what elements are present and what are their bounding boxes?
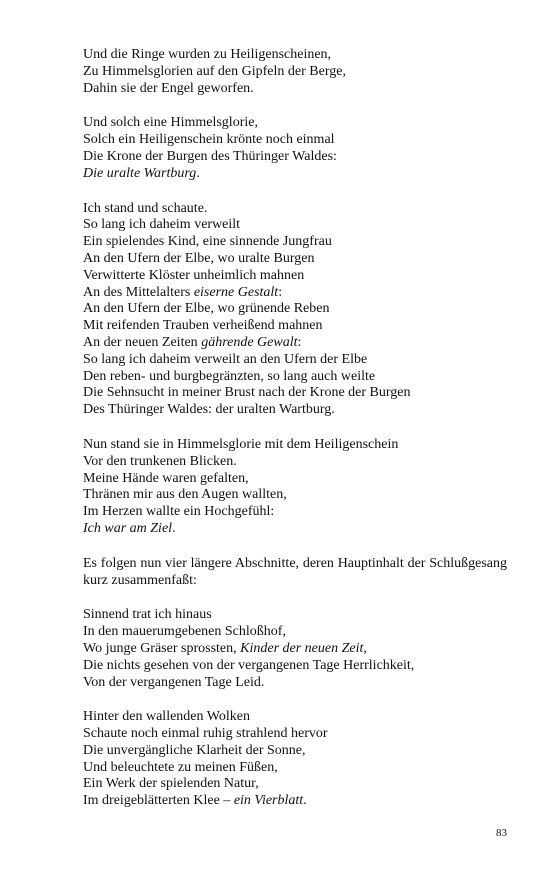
verse-line (83, 268, 507, 285)
text-segment: Ein Werk der spielenden Natur, (83, 776, 259, 792)
stanza (83, 437, 507, 538)
verse-line (83, 166, 507, 183)
text-segment: Und die Ringe wurden zu Heiligenscheinen, (83, 47, 332, 62)
text-segment: , (363, 640, 367, 656)
text-segment: Im Herzen wallte ein Hochgefühl: (83, 504, 275, 520)
verse-line (83, 301, 507, 318)
verse-line (83, 658, 507, 675)
verse-line (83, 607, 507, 624)
verse-line (83, 487, 507, 504)
text-segment: Dahin sie der Engel geworfen. (83, 80, 254, 96)
text-segment: Ich stand und schaute. (83, 200, 208, 216)
text-segment: An den Ufern der Elbe, wo grünende Reben (83, 301, 330, 317)
verse-line (83, 251, 507, 268)
verse-line (83, 793, 507, 810)
verse-line (83, 776, 507, 793)
verse-line (83, 149, 507, 166)
verse-line (83, 335, 507, 352)
verse-line (83, 132, 507, 149)
text-segment: Die unvergängliche Klarheit der Sonne, (83, 742, 306, 758)
verse-line (83, 369, 507, 386)
italic-text: Die uralte Wartburg (83, 165, 197, 181)
text-segment: Vor den trunkenen Blicken. (83, 453, 237, 469)
poem-stanzas-after (83, 607, 507, 810)
verse-line (83, 641, 507, 658)
verse-line (83, 81, 507, 98)
text-segment: : (278, 284, 283, 300)
verse-line (83, 471, 507, 488)
verse-line (83, 760, 507, 777)
text-segment: . (303, 793, 307, 809)
text-segment: Solch ein Heiligenschein krönte noch einmal (83, 132, 335, 148)
text-segment: So lang ich daheim verweilt (83, 217, 241, 233)
text-segment: An der neuen Zeiten (83, 334, 202, 350)
text-segment: Wo junge Gräser sprossten, (83, 640, 241, 656)
text-segment: Verwitterte Klöster unheimlich mahnen (83, 267, 305, 283)
text-segment: Sinnend trat ich hinaus (83, 607, 212, 623)
text-segment: Von der vergangenen Tage Leid. (83, 674, 265, 690)
verse-line (83, 402, 507, 419)
stanza (83, 201, 507, 419)
verse-line (83, 234, 507, 251)
stanza (83, 115, 507, 182)
poem-text (83, 47, 507, 828)
verse-line (83, 454, 507, 471)
italic-text: ein Vierblatt (233, 793, 304, 809)
text-segment: Mit reifenden Trauben verheißend mahnen (83, 318, 323, 334)
verse-line (83, 743, 507, 760)
text-segment: In den mauerumgebenen Schloßhof, (83, 624, 286, 640)
text-segment: Ein spielendes Kind, eine sinnende Jungfrau (83, 234, 332, 250)
text-segment: Hinter den wallenden Wolken (83, 709, 250, 725)
text-segment: An den Ufern der Elbe, wo uralte Burgen (83, 250, 315, 266)
text-segment: Die Krone der Burgen des Thüringer Waldes: (83, 148, 337, 164)
verse-line (83, 217, 507, 234)
verse-line (83, 318, 507, 335)
verse-line (83, 437, 507, 454)
verse-line (83, 709, 507, 726)
text-segment: : (297, 334, 302, 350)
verse-line (83, 504, 507, 521)
text-segment: Schaute noch einmal ruhig strahlend hervor (83, 726, 328, 742)
stanza (83, 607, 507, 691)
italic-text: gährende Gewalt (201, 334, 298, 350)
verse-line (83, 201, 507, 218)
verse-line (83, 675, 507, 692)
verse-line (83, 285, 507, 302)
verse-line (83, 352, 507, 369)
verse-line (83, 115, 507, 132)
poem-stanzas-before (83, 47, 507, 538)
verse-line (83, 624, 507, 641)
verse-line (83, 64, 507, 81)
text-segment: . (172, 520, 176, 536)
text-segment: Die Sehnsucht in meiner Brust nach der Krone der Burgen (83, 385, 411, 401)
text-segment: Nun stand sie in Himmelsglorie mit dem Heiligenschein (83, 436, 399, 452)
verse-line (83, 385, 507, 402)
text-segment: Und beleuchtete zu meinen Füßen, (83, 759, 278, 775)
italic-text: Ich war am Ziel (83, 520, 173, 536)
page-number: 83 (496, 827, 507, 839)
text-segment: Die nichts gesehen von der vergangenen Tage Herrlichkeit, (83, 657, 415, 673)
text-segment: So lang ich daheim verweilt an den Ufern der Elbe (83, 351, 368, 367)
text-segment: Des Thüringer Waldes: der uralten Wartburg. (83, 402, 335, 418)
stanza (83, 709, 507, 810)
text-segment: Thränen mir aus den Augen wallten, (83, 487, 287, 503)
text-segment: Im dreigeblätterten Klee – (83, 793, 234, 809)
stanza (83, 47, 507, 97)
verse-line (83, 726, 507, 743)
text-segment: Den reben- und burgbegränzten, so lang auch weilte (83, 368, 376, 384)
text-segment: Meine Hände waren gefalten, (83, 470, 249, 486)
italic-text: eiserne Gestalt (193, 284, 279, 300)
text-segment: . (196, 165, 200, 181)
text-segment: Zu Himmelsglorien auf den Gipfeln der Berge, (83, 63, 346, 79)
verse-line (83, 47, 507, 64)
prose-paragraph: Es folgen nun vier längere Abschnitte, deren Hauptinhalt der Schlußgesang kurz zusammenfaßt: (83, 555, 507, 588)
verse-line (83, 521, 507, 538)
text-segment: Und solch eine Himmelsglorie, (83, 115, 258, 131)
text-segment: An des Mittelalters (83, 284, 194, 300)
italic-text: Kinder der neuen Zeit (240, 640, 364, 656)
